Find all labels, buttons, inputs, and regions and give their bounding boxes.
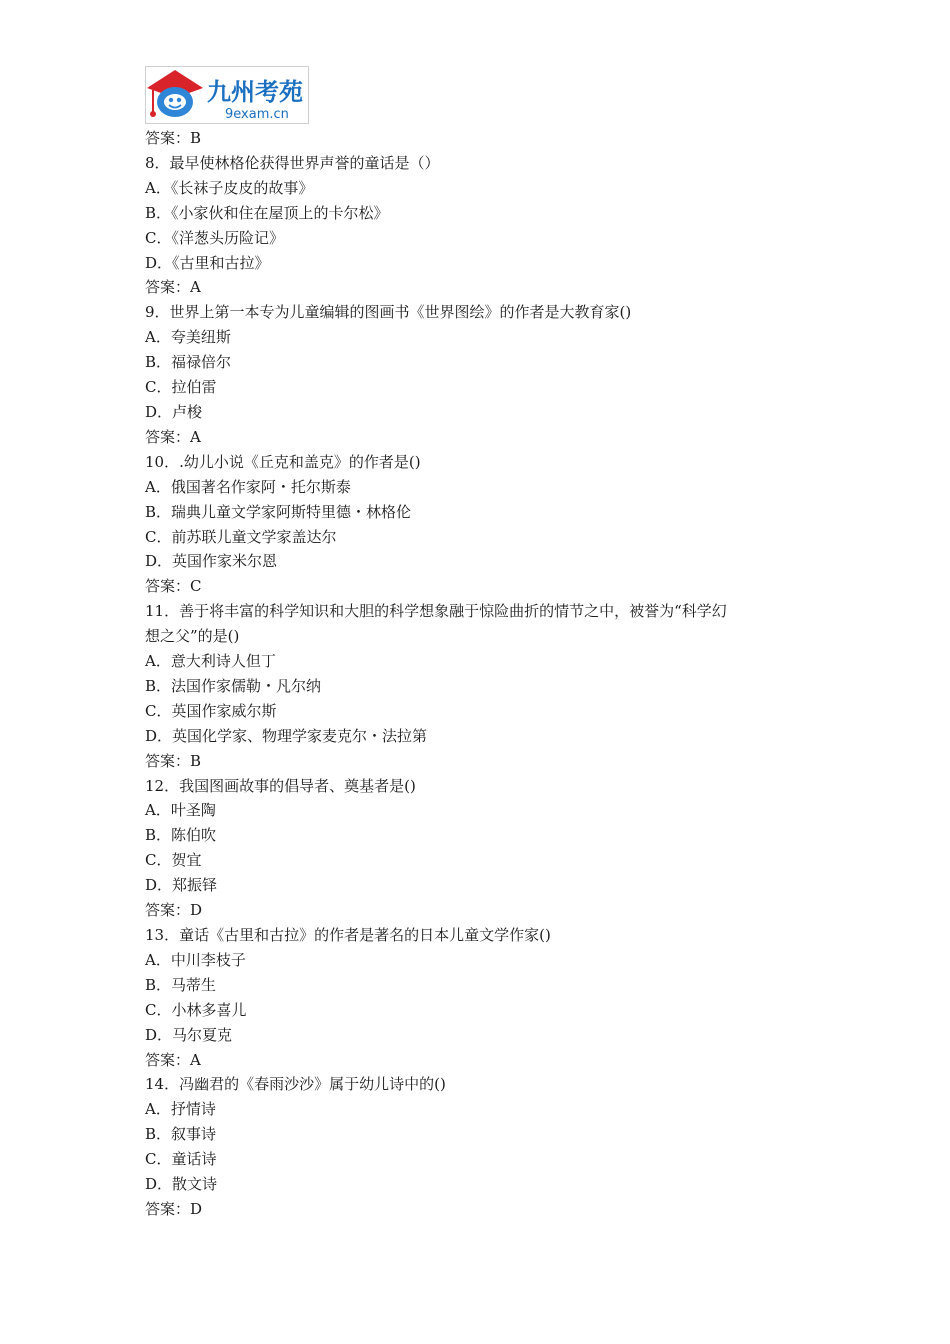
question-line: 13．童话《古里和古拉》的作者是著名的日本儿童文学作家() [145, 926, 551, 944]
answer-line: 答案：D [145, 901, 203, 920]
answer-line: 答案：C [145, 577, 202, 596]
question-line: 想之父”的是() [145, 627, 240, 646]
option-line: D．英国化学家、物理学家麦克尔・法拉第 [145, 726, 428, 745]
option-line: A．中川李枝子 [145, 950, 246, 969]
site-logo [145, 66, 309, 124]
option-line: C．拉伯雷 [145, 378, 217, 397]
answer-line: 答案：B [145, 129, 202, 147]
option-line: A．意大利诗人但丁 [145, 652, 276, 671]
question-line: 8．最早使林格伦获得世界声誉的童话是（） [145, 153, 440, 172]
option-line: A．俄国著名作家阿・托尔斯泰 [145, 477, 351, 496]
logo-cn-text: 九州考苑 [207, 78, 303, 106]
answer-line: 答案：A [145, 1050, 201, 1069]
option-line: C．童话诗 [145, 1150, 217, 1169]
answer-line: 答案：B [145, 751, 202, 770]
option-line: D．郑振铎 [145, 876, 218, 895]
option-line: A．夸美纽斯 [145, 328, 231, 347]
answer-line: 答案：A [145, 427, 201, 446]
answer-line: 答案：A [145, 278, 201, 297]
option-line: C．前苏联儿童文学家盖达尔 [145, 527, 337, 546]
question-list [145, 126, 815, 1222]
logo-graphic [145, 66, 309, 124]
question-line: 14．冯幽君的《春雨沙沙》属于幼儿诗中的() [145, 1075, 446, 1094]
answer-line: 答案：D [145, 1199, 203, 1218]
option-line: B．法国作家儒勒・凡尔纳 [145, 676, 322, 695]
option-line: B．福禄倍尔 [145, 353, 232, 372]
option-line: B．瑞典儿童文学家阿斯特里德・林格伦 [145, 502, 412, 521]
option-line: A．《长袜子皮皮的故事》 [145, 178, 314, 197]
question-line: 11．善于将丰富的科学知识和大胆的科学想象融于惊险曲折的情节之中，被誉为“科学幻 [145, 602, 727, 621]
logo-en-text: 9exam.cn [225, 107, 289, 122]
option-line: D．卢梭 [145, 402, 203, 421]
option-line: B．叙事诗 [145, 1125, 217, 1144]
option-line: D．散文诗 [145, 1175, 218, 1194]
option-line: A．抒情诗 [145, 1100, 216, 1119]
option-line: C．小林多喜儿 [145, 1000, 247, 1019]
question-line: 9．世界上第一本专为儿童编辑的图画书《世界图绘》的作者是大教育家() [145, 303, 632, 322]
option-line: A．叶圣陶 [145, 801, 216, 820]
option-line: B．陈伯吹 [145, 826, 217, 845]
option-line: D．《古里和古拉》 [145, 253, 270, 272]
option-line: D．英国作家米尔恩 [145, 552, 278, 571]
option-line: B．《小家伙和住在屋顶上的卡尔松》 [145, 203, 389, 222]
question-line: 10．.幼儿小说《丘克和盖克》的作者是() [145, 452, 421, 471]
question-line: 12．我国图画故事的倡导者、奠基者是() [145, 776, 416, 795]
option-line: C．英国作家威尔斯 [145, 701, 277, 720]
option-line: B．马蒂生 [145, 975, 217, 994]
option-line: C．《洋葱头历险记》 [145, 228, 284, 247]
option-line: C．贺宜 [145, 851, 202, 870]
option-line: D．马尔夏克 [145, 1025, 233, 1044]
